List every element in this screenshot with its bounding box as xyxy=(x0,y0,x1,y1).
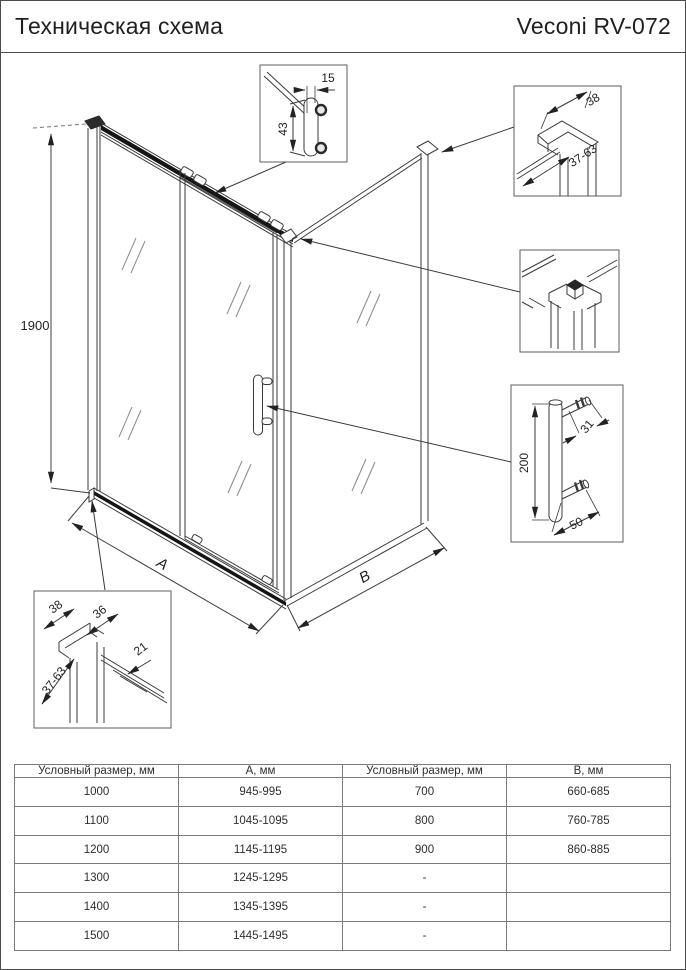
table-row xyxy=(15,835,671,864)
height-dimension-label: 1900 xyxy=(20,318,50,333)
detail-bottom-wall-profile xyxy=(34,591,171,728)
table-cell xyxy=(507,864,671,893)
table-cell: 1100 xyxy=(15,806,179,835)
col-header: Условный размер, мм xyxy=(15,765,179,778)
table-cell: 860-885 xyxy=(507,835,671,864)
height-dimension xyxy=(33,124,90,493)
table-cell: 700 xyxy=(343,778,507,807)
bottom-profile-range-label: 37-63 xyxy=(38,664,69,697)
table-cell: 1300 xyxy=(15,864,179,893)
detail-leaders xyxy=(92,127,520,590)
table-row xyxy=(15,893,671,922)
detail-handle xyxy=(511,385,623,542)
table-cell: 945-995 xyxy=(179,778,343,807)
detail-top-rail-section xyxy=(260,65,347,162)
size-table xyxy=(14,764,671,951)
fixed-panel-edge xyxy=(180,170,185,539)
left-wall-profile xyxy=(85,116,105,492)
table-cell: - xyxy=(343,864,507,893)
width-dimension-label: A xyxy=(153,554,171,574)
bottom-profile-inner-label: 36 xyxy=(90,602,110,622)
handle-offset-label: 50 xyxy=(567,514,586,533)
detail-corner-joint xyxy=(520,250,619,352)
handle-length-label: 200 xyxy=(517,452,531,474)
table-cell: 800 xyxy=(343,806,507,835)
table-header-row xyxy=(15,765,671,778)
table-cell: 1445-1495 xyxy=(179,922,343,951)
detail-top-wall-profile xyxy=(514,86,621,196)
table-cell: 1000 xyxy=(15,778,179,807)
front-right-post xyxy=(280,229,297,600)
col-header: Условный размер, мм xyxy=(343,765,507,778)
table-cell: 1500 xyxy=(15,922,179,951)
product-name: Veconi RV-072 xyxy=(516,13,671,39)
door-handle xyxy=(254,375,273,435)
table-cell: 1245-1295 xyxy=(179,864,343,893)
table-cell: - xyxy=(343,893,507,922)
top-profile-range-label: 37-63 xyxy=(566,141,600,170)
rail-height-label: 43 xyxy=(276,122,290,136)
table-cell: 1200 xyxy=(15,835,179,864)
door-guide xyxy=(191,534,203,544)
table-row xyxy=(15,922,671,951)
table-cell: 760-785 xyxy=(507,806,671,835)
bottom-profile-width-label: 38 xyxy=(46,597,66,617)
top-profile-width-label: 38 xyxy=(583,90,603,110)
handle-diameter-label: 31 xyxy=(577,416,597,437)
table-cell: 1345-1395 xyxy=(179,893,343,922)
table-cell: 1145-1195 xyxy=(179,835,343,864)
table-row xyxy=(15,778,671,807)
table-row xyxy=(15,864,671,893)
table-row xyxy=(15,806,671,835)
bottom-profile-gap-label: 21 xyxy=(131,639,151,659)
depth-dimension-label: B xyxy=(356,567,374,587)
table-cell: 660-685 xyxy=(507,778,671,807)
glass-reflections xyxy=(119,238,380,496)
table-cell: - xyxy=(343,922,507,951)
table-cell xyxy=(507,893,671,922)
page-title: Техническая схема xyxy=(15,13,224,39)
technical-drawing xyxy=(1,1,686,761)
table-cell: 900 xyxy=(343,835,507,864)
col-header: А, мм xyxy=(179,765,343,778)
col-header: В, мм xyxy=(507,765,671,778)
rail-width-label: 15 xyxy=(321,71,335,85)
table-cell: 1400 xyxy=(15,893,179,922)
shower-enclosure xyxy=(85,116,438,609)
side-panel xyxy=(284,141,438,606)
table-cell xyxy=(507,922,671,951)
table-cell: 1045-1095 xyxy=(179,806,343,835)
